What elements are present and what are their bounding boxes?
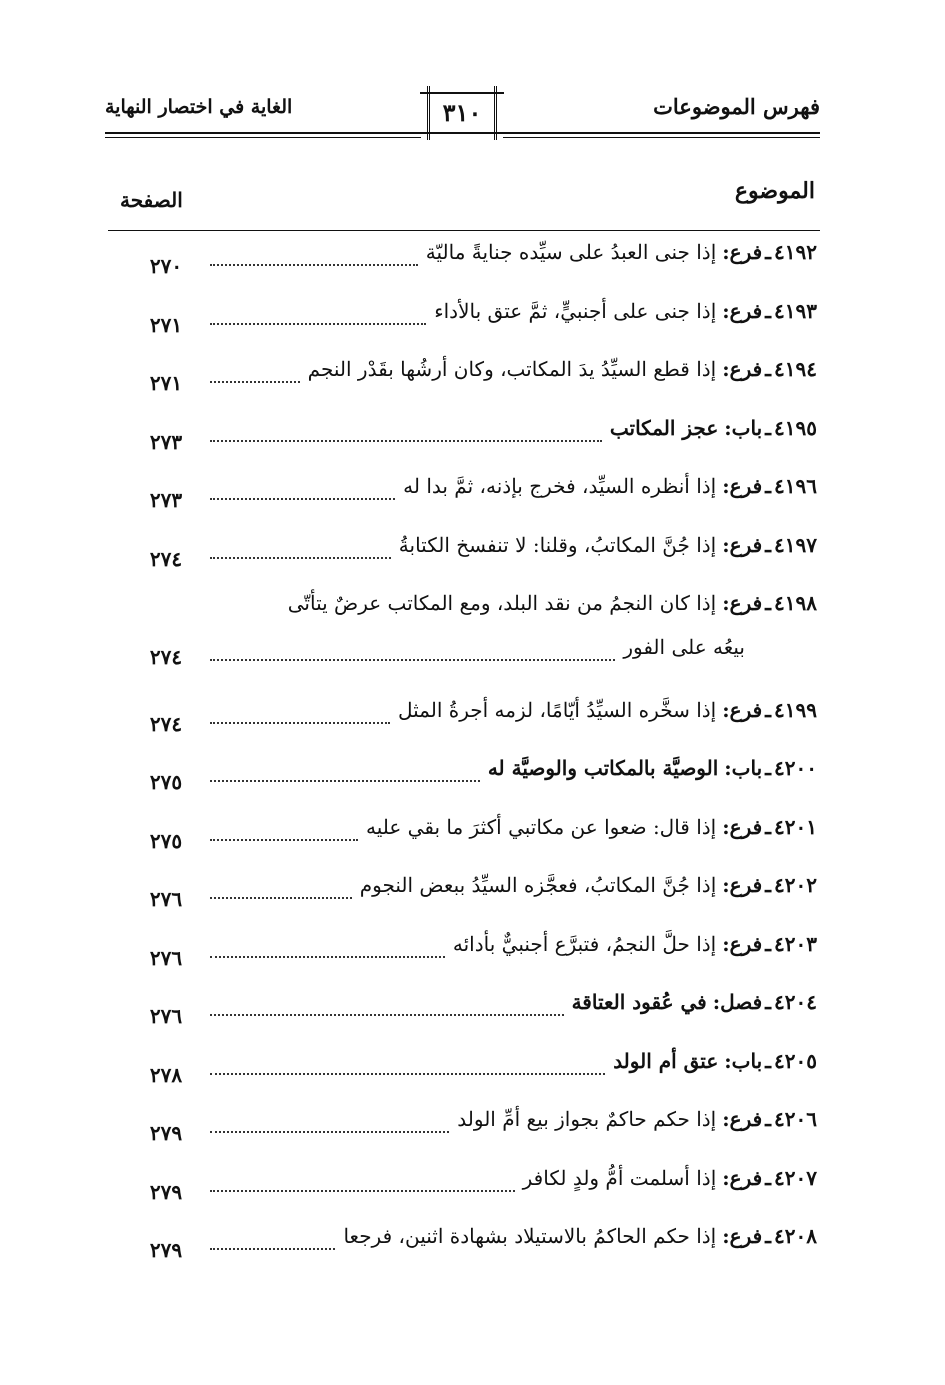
- entry-number: ٤٢٠٤: [774, 990, 817, 1014]
- entry-colon: :: [722, 814, 730, 839]
- entry-text: [399, 533, 817, 557]
- leader-dots: [210, 555, 391, 559]
- entry-page: ٢٧٣: [149, 488, 183, 512]
- entry-colon: :: [722, 873, 730, 897]
- entry-colon: :: [722, 474, 730, 498]
- entry-kind: فرع: [729, 298, 763, 323]
- leader-dots: [210, 778, 480, 782]
- entry-dash: ـ: [765, 298, 772, 323]
- entry-page: ٢٧٦: [149, 1004, 183, 1028]
- leader-dots: [210, 895, 352, 899]
- entry-number: ٤٢٠١: [774, 814, 817, 839]
- entry-dash: ـ: [765, 756, 772, 780]
- entry-page: ٢٧٤: [149, 645, 183, 669]
- entry-title: إذا أنظره السيِّد، فخرج بإذنه، ثمَّ بدا له: [403, 474, 717, 498]
- entry-dash: ـ: [765, 931, 772, 956]
- leader-dots: [210, 657, 615, 661]
- entry-page: ٢٧٩: [149, 1179, 183, 1204]
- entry-dash: ـ: [765, 1224, 772, 1248]
- entry-kind: فرع: [729, 1107, 763, 1131]
- entry-number: ٤٢٠٧: [774, 1165, 817, 1190]
- entry-number: ٤٢٠٣: [774, 931, 817, 956]
- leader-dots: [210, 1129, 449, 1133]
- book-title: الغاية في اختصار النهاية: [105, 96, 293, 118]
- entry-dash: ـ: [765, 357, 772, 381]
- entry-dash: ـ: [765, 990, 772, 1014]
- leader-dots: [210, 954, 445, 958]
- entry-dash: ـ: [765, 474, 772, 498]
- entry-title: إذا أسلمت أمُّ ولدٍ لكافر: [522, 1165, 717, 1190]
- entry-colon: :: [722, 1165, 730, 1190]
- page-number: ٣١٠: [442, 98, 482, 127]
- entry-title: عتق أم الولد: [613, 1048, 719, 1073]
- entry-page: ٢٧١: [149, 312, 183, 337]
- entry-number: ٤١٩٤: [774, 357, 817, 381]
- leader-dots: [210, 837, 358, 841]
- entry-page: ٢٧٤: [149, 546, 183, 571]
- entry-dash: ـ: [765, 873, 772, 897]
- entry-number: ٤١٩٧: [774, 532, 817, 557]
- entry-text: [572, 990, 817, 1014]
- entry-page: ٢٧٣: [149, 429, 183, 454]
- entry-title: إذا جنى العبدُ على سيِّده جنايةً ماليّة: [425, 240, 717, 264]
- entry-title: في عُقود العتاقة: [571, 990, 707, 1014]
- entry-kind: باب: [731, 415, 763, 440]
- entry-colon: :: [722, 357, 730, 381]
- entry-kind: باب: [731, 756, 763, 780]
- heading-divider: [108, 230, 820, 231]
- entry-colon: :: [724, 415, 732, 440]
- entry-title: إذا قال: ضعوا عن مكاتبي أكثرَ ما بقي عليه: [366, 814, 717, 839]
- entry-number: ٤٢٠٨: [774, 1224, 817, 1248]
- leader-dots: [210, 1246, 335, 1250]
- leader-dots: [210, 1012, 564, 1016]
- entry-title: إذا حكم حاكمٌ بجواز بيع أمِّ الولد: [457, 1107, 717, 1131]
- entry-colon: :: [724, 756, 732, 780]
- entry-title-continuation: بيعُه على الفور: [623, 635, 745, 659]
- entry-text: [523, 1166, 817, 1190]
- entry-dash: ـ: [765, 532, 772, 557]
- entry-dash: ـ: [765, 415, 772, 440]
- leader-dots: [210, 720, 390, 724]
- entry-colon: :: [722, 532, 730, 557]
- entry-number: ٤١٩٥: [774, 415, 817, 440]
- leader-dots: [210, 262, 418, 266]
- entry-title: إذا جُنَّ المكاتبُ، فعجَّزه السيِّدُ ببعض النجوم: [359, 873, 717, 897]
- entry-text: [308, 357, 817, 381]
- entry-kind: فرع: [729, 474, 763, 498]
- entry-page: ٢٧٨: [149, 1062, 183, 1087]
- entry-colon: :: [722, 1224, 730, 1248]
- entry-page: ٢٧٤: [149, 711, 183, 736]
- entry-colon: :: [722, 697, 730, 722]
- entry-kind: فرع: [729, 1224, 763, 1248]
- entry-page: ٢٧٥: [149, 828, 183, 853]
- entry-page: ٢٧٩: [149, 1238, 183, 1262]
- entry-kind: فرع: [729, 873, 763, 897]
- entry-title: إذا جنى على أجنبيٍّ، ثمَّ عتق بالأداء: [434, 298, 717, 323]
- entry-text: [403, 474, 817, 498]
- entry-page: ٢٧٦: [149, 945, 183, 970]
- entry-title: إذا كان النجمُ من نقد البلد، ومع المكاتب عرضٌ يتأتّى: [287, 591, 717, 615]
- entry-number: ٤٢٠٥: [774, 1048, 817, 1073]
- running-header: [105, 88, 820, 148]
- entry-colon: :: [722, 240, 730, 264]
- entry-text: [343, 1224, 817, 1248]
- entry-page: ٢٧١: [149, 371, 183, 395]
- entry-dash: ـ: [765, 1107, 772, 1131]
- entry-page: ٢٧٠: [149, 254, 183, 278]
- entry-page: ٢٧٥: [149, 770, 183, 794]
- entry-text: [488, 756, 817, 780]
- entry-title: عجز المكاتب: [609, 415, 719, 440]
- entry-kind: باب: [731, 1048, 763, 1073]
- entry-kind: فرع: [729, 697, 763, 722]
- entry-text: [457, 1107, 817, 1131]
- leader-dots: [210, 1188, 515, 1192]
- leader-dots: [210, 496, 395, 500]
- entry-text: [426, 240, 817, 264]
- entry-page: ٢٧٩: [149, 1121, 183, 1145]
- entry-colon: :: [722, 298, 730, 323]
- entry-dash: ـ: [765, 591, 772, 615]
- entry-title: إذا سخَّره السيِّدُ أيّامًا، لزمه أجرةُ المثل: [398, 697, 717, 722]
- entry-text: [366, 815, 817, 839]
- entry-kind: فرع: [729, 931, 763, 956]
- entry-number: ٤١٩٣: [774, 298, 817, 323]
- entry-number: ٤١٩٦: [774, 474, 817, 498]
- entry-dash: ـ: [765, 1165, 772, 1190]
- entry-number: ٤٢٠٢: [774, 873, 817, 897]
- section-title: فهرس الموضوعات: [653, 94, 820, 119]
- entry-number: ٤١٩٢: [774, 240, 817, 264]
- entry-colon: :: [722, 1107, 730, 1131]
- entry-number: ٤١٩٩: [774, 697, 817, 722]
- entry-kind: فرع: [729, 1165, 763, 1190]
- entry-title: الوصيَّة بالمكاتب والوصيَّة له: [487, 756, 719, 780]
- entry-kind: فرع: [729, 532, 763, 557]
- leader-dots: [210, 438, 602, 442]
- entry-page: ٢٧٦: [149, 887, 183, 911]
- entry-number: ٤٢٠٦: [774, 1107, 817, 1131]
- entry-title: إذا حكم الحاكمُ بالاستيلاد بشهادة اثنين، فرجعا: [343, 1224, 717, 1248]
- topic-column-heading: الموضوع: [734, 178, 815, 204]
- entry-title: إذا قطع السيِّدُ يدَ المكاتب، وكان أرشُها بقَدْر النجم: [307, 357, 717, 381]
- leader-dots: [210, 1071, 605, 1075]
- entry-text: [610, 416, 817, 440]
- page-column-heading: الصفحة: [120, 188, 183, 212]
- entry-text: [613, 1049, 817, 1073]
- entry-dash: ـ: [765, 240, 772, 264]
- entry-kind: فرع: [729, 357, 763, 381]
- entry-text: [398, 698, 817, 722]
- entry-kind: فصل: [720, 990, 763, 1014]
- entry-text: [360, 873, 817, 897]
- leader-dots: [210, 379, 300, 383]
- entry-dash: ـ: [765, 1048, 772, 1073]
- entry-colon: :: [722, 591, 730, 615]
- entry-kind: فرع: [729, 814, 763, 839]
- entry-number: ٤٢٠٠: [774, 756, 817, 780]
- entry-text: [453, 932, 817, 956]
- entry-text: [434, 299, 817, 323]
- entry-dash: ـ: [765, 814, 772, 839]
- entry-kind: فرع: [729, 240, 763, 264]
- entry-title: إذا حلَّ النجمُ، فتبرَّع أجنبيٌّ بأدائه: [452, 931, 717, 956]
- entry-title: إذا جُنَّ المكاتبُ، وقلنا: لا تنفسخ الكتابةُ: [398, 532, 717, 557]
- entry-text: [288, 591, 817, 615]
- entry-number: ٤١٩٨: [774, 591, 817, 615]
- entry-colon: :: [712, 990, 721, 1014]
- entry-colon: :: [724, 1048, 732, 1073]
- page-number-frame: [421, 82, 503, 142]
- entry-kind: فرع: [729, 591, 763, 615]
- entry-dash: ـ: [765, 697, 772, 722]
- leader-dots: [210, 321, 426, 325]
- entry-colon: :: [722, 931, 730, 956]
